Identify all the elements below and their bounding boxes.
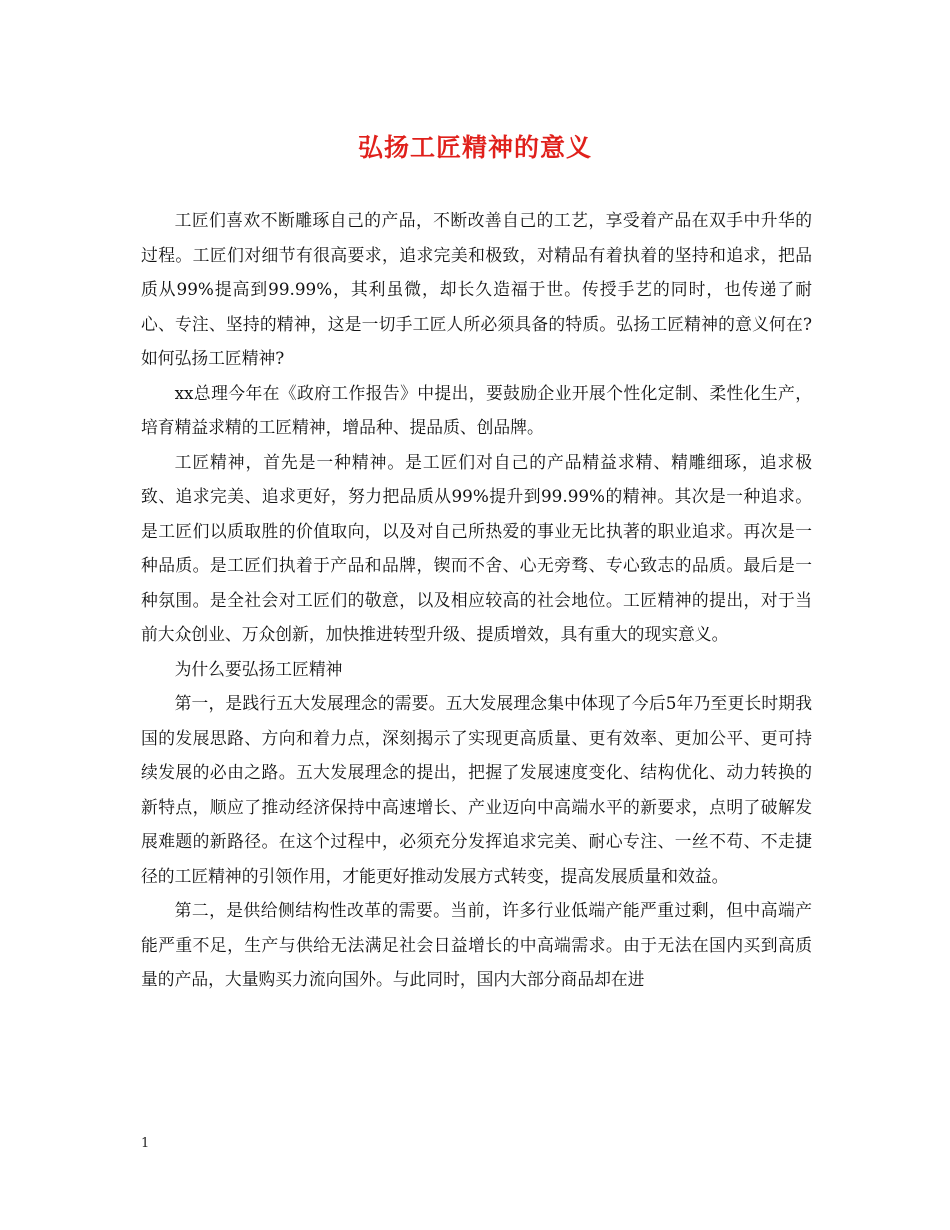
document-body bbox=[141, 203, 812, 997]
paragraph: 工匠精神，首先是一种精神。是工匠们对自己的产品精益求精、精雕细琢，追求极致、追求完美、追求更好，努力把品质从99%提升到99.99%的精神。其次是一种追求。是工匠们以质取胜的价值取向，以及对自己所热爱的事业无比执著的职业追求。再次是一种品质。是工匠们执着于产品和品牌，锲而不舍、心无旁骛、专心致志的品质。最后是一种氛围。是全社会对工匠们的敬意，以及相应较高的社会地位。工匠精神的提出，对于当前大众创业、万众创新，加快推进转型升级、提质增效，具有重大的现实意义。 bbox=[141, 451, 812, 644]
section-heading: 为什么要弘扬工匠精神 bbox=[174, 658, 343, 679]
paragraph: 第二，是供给侧结构性改革的需要。当前，许多行业低端产能严重过剩，但中高端产能严重不足，生产与供给无法满足社会日益增长的中高端需求。由于无法在国内买到高质量的产品，大量购买力流向国外。与此同时，国内大部分商品却在进 bbox=[141, 900, 812, 989]
document-title: 弘扬工匠精神的意义 bbox=[357, 133, 592, 162]
paragraph: 第一，是践行五大发展理念的需要。五大发展理念集中体现了今后5年乃至更长时期我国的发展思路、方向和着力点，深刻揭示了实现更高质量、更有效率、更加公平、更可持续发展的必由之路。五大发展理念的提出，把握了发展速度变化、结构优化、动力转换的新特点，顺应了推动经济保持中高速增长、产业迈向中高端水平的新要求，点明了破解发展难题的新路径。在这个过程中，必须充分发挥追求完美、耐心专注、一丝不苟、不走捷径的工匠精神的引领作用，才能更好推动发展方式转变，提高发展质量和效益。 bbox=[141, 693, 812, 886]
paragraph: xx总理今年在《政府工作报告》中提出，要鼓励企业开展个性化定制、柔性化生产，培育精益求精的工匠精神，增品种、提品质、创品牌。 bbox=[141, 382, 812, 437]
paragraph: 工匠们喜欢不断雕琢自己的产品，不断改善自己的工艺，享受着产品在双手中升华的过程。工匠们对细节有很高要求，追求完美和极致，对精品有着执着的坚持和追求，把品质从99%提高到99.99%，其利虽微，却长久造福于世。传授手艺的同时，也传递了耐心、专注、坚持的精神，这是一切手工匠人所必须具备的特质。弘扬工匠精神的意义何在?如何弘扬工匠精神? bbox=[141, 210, 812, 368]
page-number: 1 bbox=[141, 1136, 150, 1151]
